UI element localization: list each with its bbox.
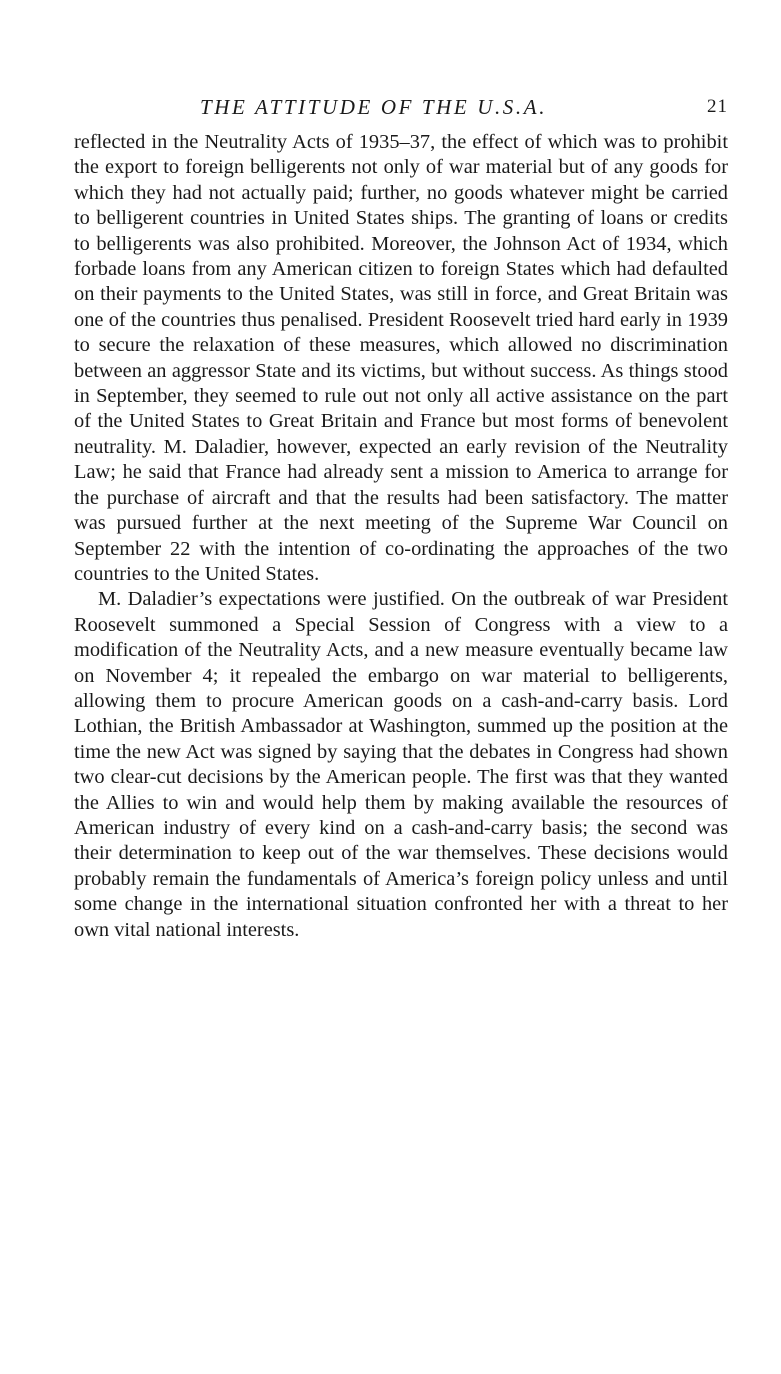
running-head — [74, 92, 728, 122]
paragraph-continued: reflected in the Neutrality Acts of 1935–37, the effect of which was to prohibit the export to foreign belligerents not only of war material but of any goods for which they had not actually paid; further, no goods whatever might be carried to belligerent countries in United States ships. The granting of loans or credits to belligerents was also prohibited. Moreover, the Johnson Act of 1934, which forbade loans from any American citizen to foreign States which had defaulted on their payments to the United States, was still in force, and Great Britain was one of the countries thus penalised. President Roosevelt tried hard early in 1939 to secure the relaxation of these measures, which allowed no discrimination between an aggressor State and its victims, but without success. As things stood in September, they seemed to rule out not only all active assistance on the part of the United States to Great Britain and France but most forms of benevolent neutrality. M. Daladier, however, expected an early revision of the Neutrality Law; he said that France had already sent a mission to America to arrange for the purchase of aircraft and that the results had been satisfactory. The matter was pursued further at the next meeting of the Supreme War Council on September 22 with the intention of co-ordinating the approaches of the two countries to the United States. — [74, 131, 728, 585]
body-text — [74, 130, 728, 943]
paragraph: M. Daladier’s expectations were justified. On the outbreak of war President Roosevelt summoned a Special Session of Congress with a view to a modification of the Neutrality Acts, and a new measure eventually became law on November 4; it repealed the embargo on war material to belligerents, allowing them to procure American goods on a cash-and-carry basis. Lord Lothian, the British Ambassador at Washington, summed up the position at the time the new Act was signed by saying that the debates in Congress had shown two clear-cut decisions by the American people. The first was that they wanted the Allies to win and would help them by making available the resources of American industry of every kind on a cash-and-carry basis; the second was their determination to keep out of the war themselves. These decisions would probably remain the fundamentals of America’s foreign policy unless and until some change in the international situation confronted her with a threat to her own vital national interests. — [74, 588, 728, 941]
running-title: THE ATTITUDE OF THE U.S.A. — [200, 95, 548, 119]
page-number: 21 — [707, 96, 728, 117]
